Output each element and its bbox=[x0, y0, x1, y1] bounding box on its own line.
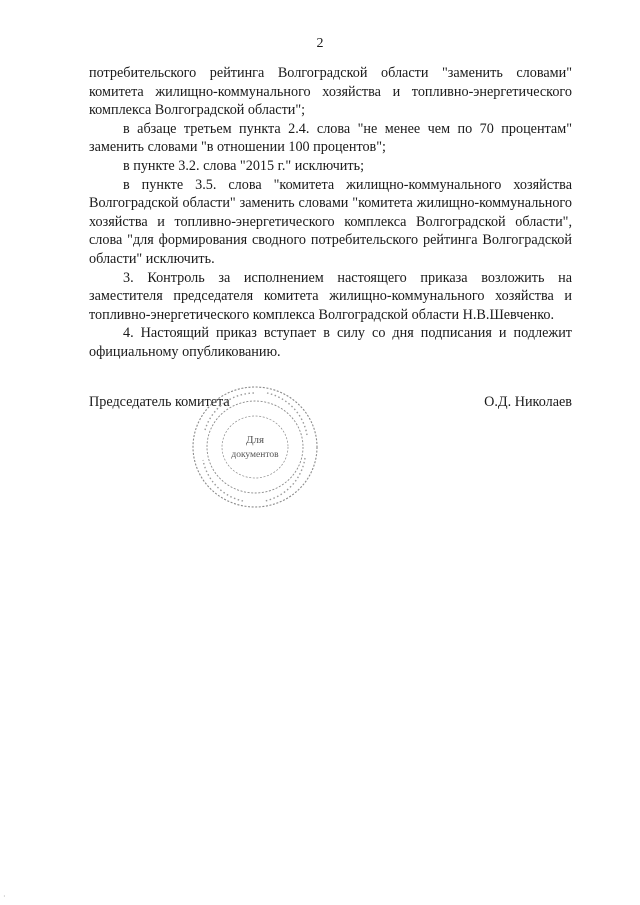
paragraph-4: в пункте 3.5. слова "комитета жилищно-коммунального хозяйства Волгоградской области" заменить словами "комитета жилищно-коммунального хозяйства и топливно-энергетического комплекса Волгоградской области", слова "для формирования сводного потребительского рейтинга Волгоградской области" исключить. bbox=[89, 176, 572, 267]
paragraph-1: потребительского рейтинга Волгоградской области "заменить словами" комитета жилищно-коммунального хозяйства и топливно-энергетического комплекса Волгоградской области"; bbox=[89, 65, 572, 119]
scan-mark: · bbox=[3, 892, 6, 901]
paragraph-5: 3. Контроль за исполнением настоящего приказа возложить на заместителя председателя комитета жилищно-коммунального хозяйства и топливно-энергетического комплекса Волгоградской области Н.В.Шевченко. bbox=[89, 269, 572, 323]
official-seal bbox=[185, 380, 325, 515]
signatory-name: О.Д. Николаев bbox=[484, 394, 572, 410]
paragraph-3: в пункте 3.2. слова "2015 г." исключить; bbox=[123, 157, 365, 174]
signature-block bbox=[89, 394, 572, 411]
paragraph-6: 4. Настоящий приказ вступает в силу со дня подписания и подлежит официальному опубликованию. bbox=[89, 325, 572, 360]
seal-text-line1: Для bbox=[245, 434, 265, 446]
page-number: 2 bbox=[316, 36, 324, 51]
signatory-position: Председатель комитета bbox=[89, 394, 230, 410]
document-body bbox=[89, 64, 572, 362]
paragraph-2: в абзаце третьем пункта 2.4. слова "не менее чем по 70 процентам" заменить словами "в отношении 100 процентов"; bbox=[89, 120, 572, 156]
seal-text-line2: документов bbox=[231, 450, 279, 460]
